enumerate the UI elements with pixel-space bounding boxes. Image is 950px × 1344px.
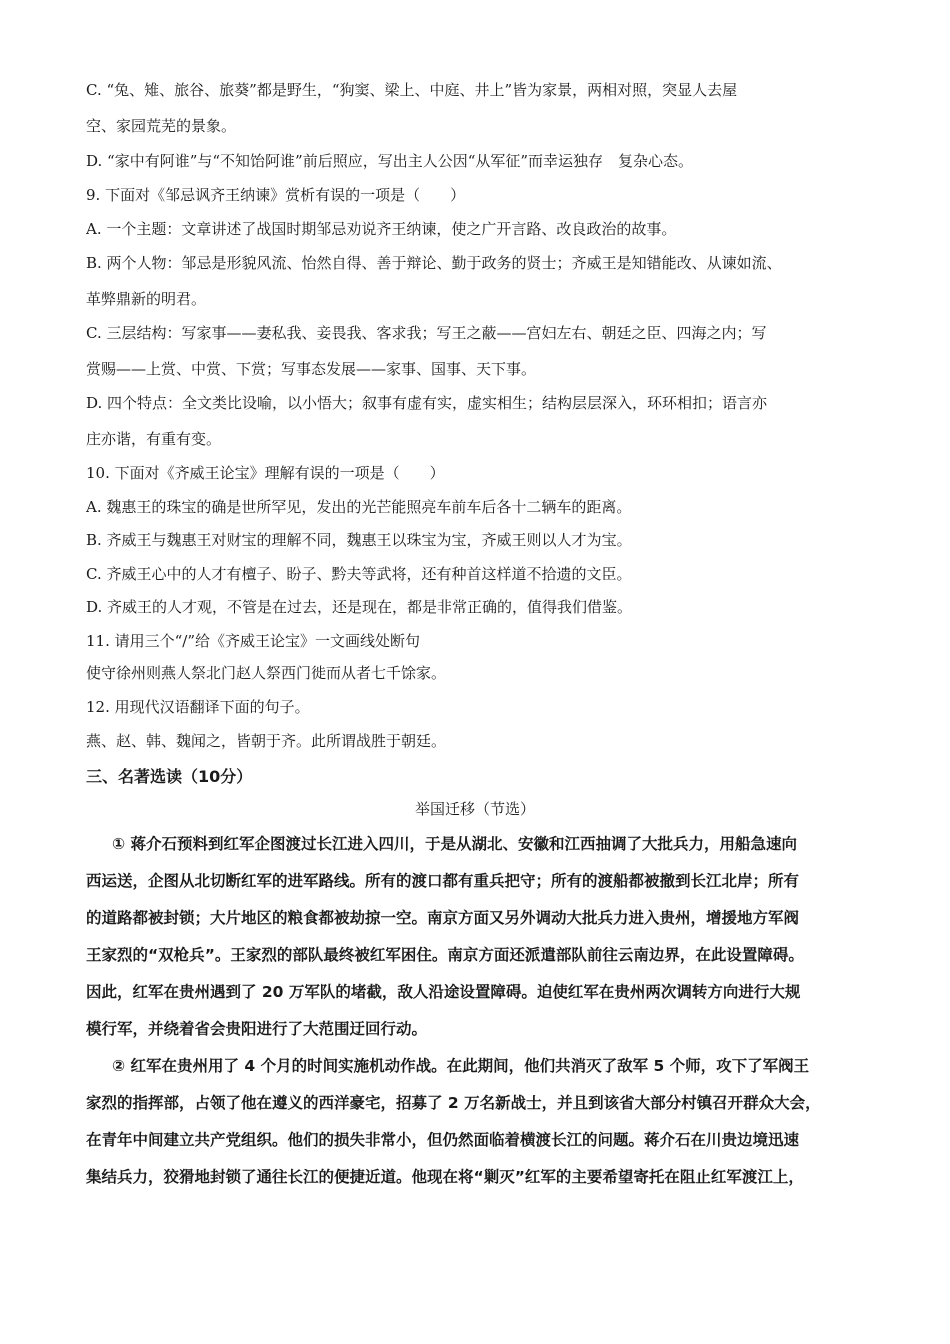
option-a-q9: A. 一个主题：文章讲述了战国时期邹忌劝说齐王纳谏，使之广开言路、改良政治的故事。 <box>86 220 677 238</box>
option-d-q8: D. “家中有阿谁”与“不知饴阿谁”前后照应，写出主人公因“从军征”而幸运独存 复杂心态。 <box>86 152 694 170</box>
option-b-q10: B. 齐威王与魏惠王对财宝的理解不同，魏惠王以珠宝为宝，齐威王则以人才为宝。 <box>86 531 632 549</box>
passage-line: 西运送，企图从北切断红军的进军路线。所有的渡口都有重兵把守；所有的渡船都被撤到长江北岸；所有 <box>86 872 800 890</box>
excerpt-title: 举国迁移（节选） <box>414 800 535 818</box>
option-c-q10: C. 齐威王心中的人才有檀子、盼子、黔夫等武将，还有种首这样道不拾遗的文臣。 <box>86 565 632 583</box>
section-heading: 三、名著选读（10分） <box>86 767 253 786</box>
passage-line: 王家烈的“双枪兵”。王家烈的部队最终被红军困住。南京方面还派遣部队前往云南边界，在此设置障碍。 <box>86 946 804 964</box>
passage-line: 家烈的指挥部，占领了他在遵义的西洋豪宅，招募了 2 万名新战士，并且到该省大部分村镇召开群众大会， <box>86 1094 821 1112</box>
option-c-q8-line2: 空、家园荒芜的景象。 <box>86 117 237 135</box>
question-12: 12. 用现代汉语翻译下面的句子。 <box>86 698 310 716</box>
passage-line: 集结兵力，狡猾地封锁了通往长江的便捷近道。他现在将“剿灭”红军的主要希望寄托在阻止红军渡江上， <box>86 1168 804 1186</box>
option-c-q9-line2: 赏赐——上赏、中赏、下赏；写事态发展——家事、国事、天下事。 <box>86 360 537 378</box>
passage-line: 的道路都被封锁；大片地区的粮食都被劫掠一空。南京方面又另外调动大批兵力进入贵州，增援地方军阀 <box>86 909 800 927</box>
option-b-q9-line1: B. 两个人物：邹忌是形貌风流、怡然自得、善于辩论、勤于政务的贤士；齐威王是知错能改、从谏如流、 <box>86 254 782 272</box>
passage-line: 在青年中间建立共产党组织。他们的损失非常小，但仍然面临着横渡长江的问题。蒋介石在川贵边境迅速 <box>86 1131 800 1149</box>
question-11-text: 使守徐州则燕人祭北门赵人祭西门徙而从者七千馀家。 <box>86 664 447 682</box>
question-10: 10. 下面对《齐威王论宝》理解有误的一项是（ ） <box>86 464 445 482</box>
option-b-q9-line2: 革弊鼎新的明君。 <box>86 290 207 308</box>
question-12-text: 燕、赵、韩、魏闻之，皆朝于齐。此所谓战胜于朝廷。 <box>86 732 447 750</box>
option-d-q10: D. 齐威王的人才观，不管是在过去，还是现在，都是非常正确的，值得我们借鉴。 <box>86 598 633 616</box>
option-a-q10: A. 魏惠王的珠宝的确是世所罕见，发出的光芒能照亮车前车后各十二辆车的距离。 <box>86 498 632 516</box>
passage-line: 因此，红军在贵州遇到了 20 万军队的堵截，敌人沿途设置障碍。迫使红军在贵州两次调转方向进行大规 <box>86 983 801 1001</box>
passage-line: 模行军，并绕着省会贵阳进行了大范围迂回行动。 <box>86 1020 428 1038</box>
question-9: 9. 下面对《邹忌讽齐王纳谏》赏析有误的一项是（ ） <box>86 186 466 204</box>
option-c-q9-line1: C. 三层结构：写家事——妻私我、妾畏我、客求我；写王之蔽——宫妇左右、朝廷之臣、四海之内；写 <box>86 324 767 342</box>
passage-line: ① 蒋介石预料到红军企图渡过长江进入四川，于是从湖北、安徽和江西抽调了大批兵力，用船急速向 <box>112 835 798 853</box>
option-d-q9-line2: 庄亦谐，有重有变。 <box>86 430 222 448</box>
option-d-q9-line1: D. 四个特点：全文类比设喻，以小悟大；叙事有虚有实，虚实相生；结构层层深入，环环相扣；语言亦 <box>86 394 768 412</box>
passage-line: ② 红军在贵州用了 4 个月的时间实施机动作战。在此期间，他们共消灭了敌军 5 个师，攻下了军阀王 <box>112 1057 810 1075</box>
option-c-q8-line1: C. “兔、雉、旅谷、旅葵”都是野生，“狗窦、梁上、中庭、井上”皆为家景，两相对照，突显人去屋 <box>86 81 738 99</box>
question-11: 11. 请用三个“/”给《齐威王论宝》一文画线处断句 <box>86 632 421 650</box>
